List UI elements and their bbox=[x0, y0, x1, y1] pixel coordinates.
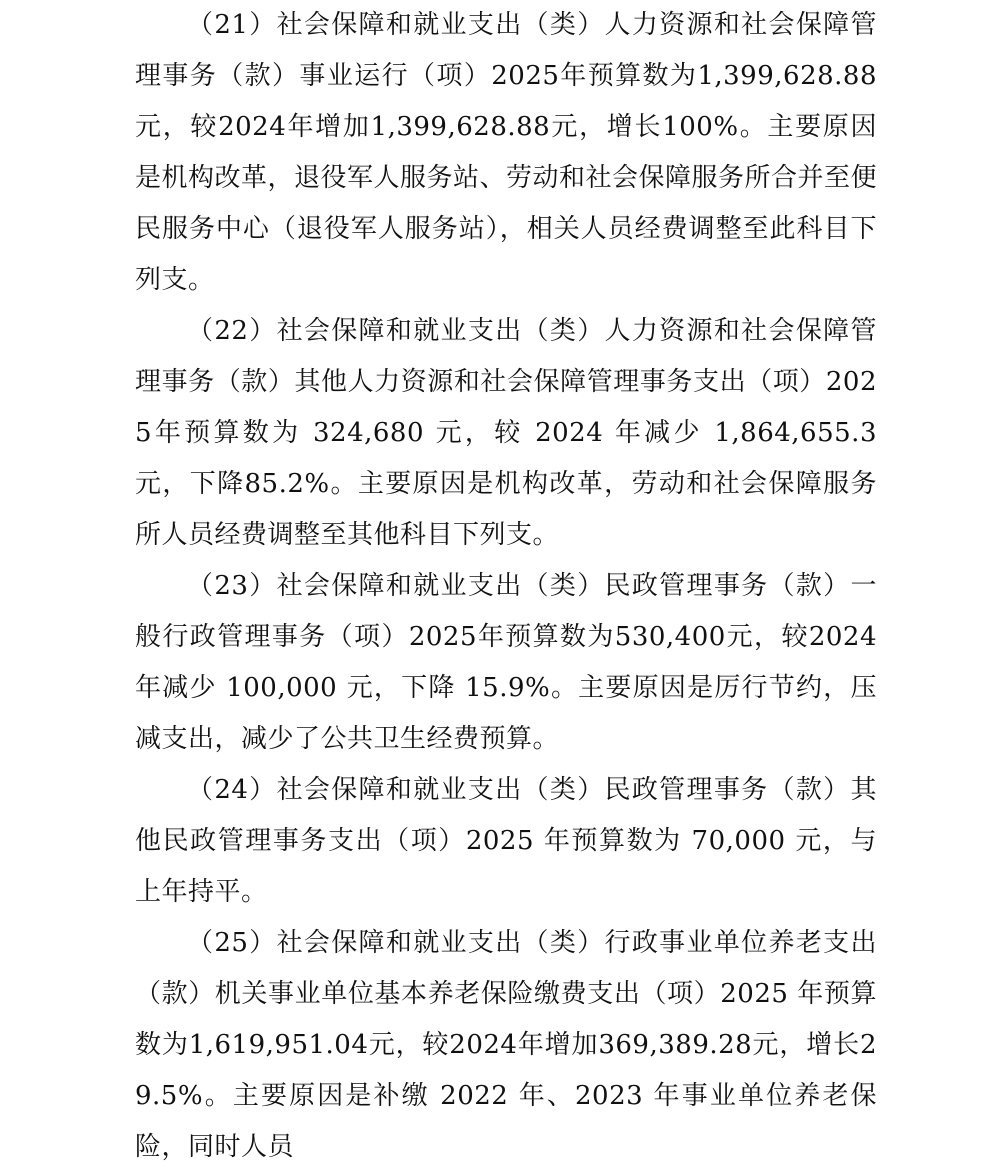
paragraph-24: （24）社会保障和就业支出（类）民政管理事务（款）其他民政管理事务支出（项）2025 年预算数为 70,000 元，与上年持平。 bbox=[135, 775, 877, 907]
paragraph-21: （21）社会保障和就业支出（类）人力资源和社会保障管理事务（款）事业运行（项）2025年预算数为1,399,628.88元，较2024年增加1,399,628.88元，增长100%。主要原因是机构改革，退役军人服务站、劳动和社会保障服务所合并至便民服务中心（退役军人服务站），相关人员经费调整至此科目下列支。 bbox=[135, 10, 878, 295]
paragraph-25: （25）社会保障和就业支出（类）行政事业单位养老支出（款）机关事业单位基本养老保险缴费支出（项）2025 年预算数为1,619,951.04元，较2024年增加369,389.28元，增长29.5%。主要原因是补缴 2022 年、2023 年事业单位养老保险，同时人员 bbox=[135, 928, 877, 1162]
document-page bbox=[135, 0, 877, 1173]
paragraph-23: （23）社会保障和就业支出（类）民政管理事务（款）一般行政管理事务（项）2025年预算数为530,400元，较2024年减少 100,000 元，下降 15.9%。主要原因是厉行节约，压减支出，减少了公共卫生经费预算。 bbox=[135, 571, 877, 754]
paragraph-22: （22）社会保障和就业支出（类）人力资源和社会保障管理事务（款）其他人力资源和社会保障管理事务支出（项）2025年预算数为 324,680 元，较 2024 年减少 1,864,655.3 元，下降85.2%。主要原因是机构改革，劳动和社会保障服务所人员经费调整至其他科目下列支。 bbox=[135, 316, 877, 550]
